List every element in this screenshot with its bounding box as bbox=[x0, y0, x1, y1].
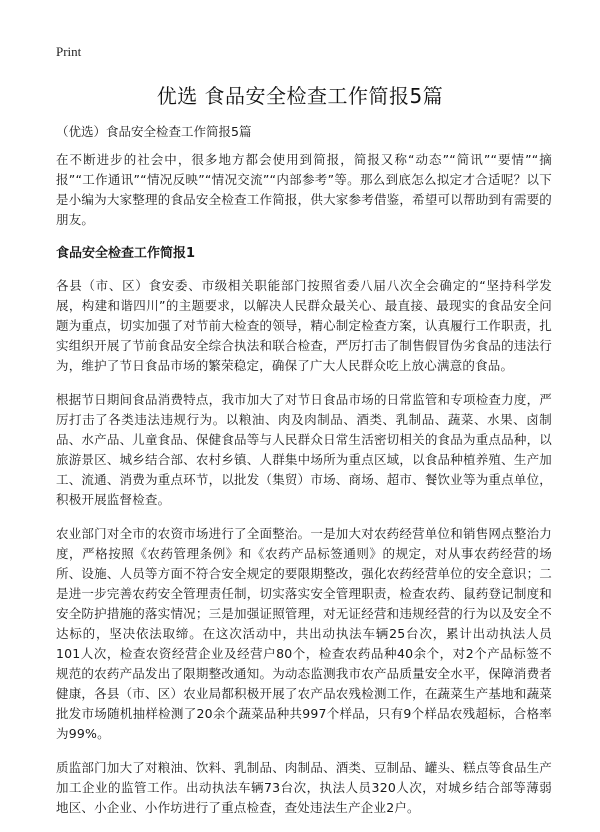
intro-paragraph: 在不断进步的社会中，很多地方都会使用到简报，简报又称“动态”“简讯”“要情”“摘报”“工作通讯”“情况反映”“情况交流”“内部参考”等。那么到底怎么拟定才合适呢？以下是小编为大家整理的食品安全检查工作简报，供大家参考借鉴，希望可以帮助到有需要的朋友。 bbox=[56, 152, 552, 227]
document-subtitle: （优选）食品安全检查工作简报5篇 bbox=[56, 124, 252, 139]
section-heading: 食品安全检查工作简报1 bbox=[56, 246, 196, 261]
document-body bbox=[56, 150, 552, 832]
body-paragraph-2: 根据节日期间食品消费特点，我市加大了对节日食品市场的日常监管和专项检查力度，严厉打击了各类违法违规行为。以粮油、肉及肉制品、酒类、乳制品、蔬菜、水果、卤制品、水产品、儿童食品、保健食品等与人民群众日常生活密切相关的食品为重点品种，以旅游景区、城乡结合部、农村乡镇、人群集中场所为重点区域，以食品种植养殖、生产加工、流通、消费为重点环节，以批发（集贸）市场、商场、超市、餐饮业等为重点单位，积极开展监督检查。 bbox=[56, 392, 552, 507]
print-link[interactable]: Print bbox=[56, 44, 82, 59]
body-paragraph-1: 各县（市、区）食安委、市级相关职能部门按照省委八届八次全会确定的“坚持科学发展，构建和谐四川”的主题要求，以解决人民群众最关心、最直接、最现实的食品安全问题为重点，切实加强了对节前大检查的领导，精心制定检查方案，认真履行工作职责，扎实组织开展了节前食品安全综合执法和联合检查，严厉打击了制售假冒伪劣食品的违法行为，维护了节日食品市场的繁荣稳定，确保了广大人民群众吃上放心满意的食品。 bbox=[56, 278, 552, 373]
body-paragraph-3: 农业部门对全市的农资市场进行了全面整治。一是加大对农药经营单位和销售网点整治力度，严格按照《农药管理条例》和《农药产品标签通则》的规定，对从事农药经营的场所、设施、人员等方面不符合安全规定的要限期整改，强化农药经营单位的安全意识；二是进一步完善农药安全管理责任制，切实落实安全管理职责，检查农药、鼠药登记制度和安全防护措施的落实情况；三是加强证照管理，对无证经营和违规经营的行为以及安全不达标的，坚决依法取缔。在这次活动中，共出动执法车辆25台次，累计出动执法人员101人次，检查农资经营企业及经营户80个，检查农药品种40余个，对2个产品标签不规范的农药产品发出了限期整改通知。为动态监测我市农产品质量安全水平，保障消费者健康，各县（市、区）农业局都积极开展了农产品农残检测工作，在蔬菜生产基地和蔬菜批发市场随机抽样检测了20余个蔬菜品种共997个样品，只有9个样品农残超标，合格率为99%。 bbox=[56, 526, 552, 741]
body-paragraph-4: 质监部门加大了对粮油、饮料、乳制品、肉制品、酒类、豆制品、罐头、糕点等食品生产加工企业的监管工作。出动执法车辆73台次，执法人员320人次，对城乡结合部等薄弱地区、小企业、小作坊进行了重点检查，查处违法生产企业2户。 bbox=[56, 760, 552, 815]
document-title: 优选 食品安全检查工作简报5篇 bbox=[156, 84, 444, 108]
